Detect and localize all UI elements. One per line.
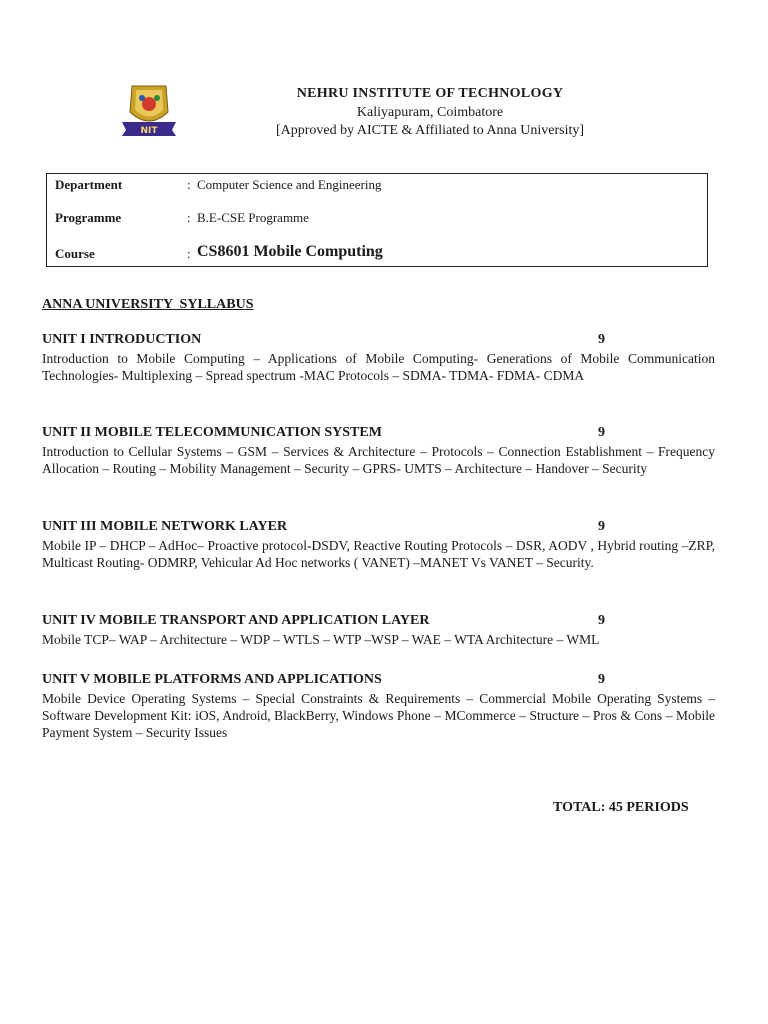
unit-content: Mobile TCP– WAP – Architecture – WDP – WTLS – WTP –WSP – WAE – WTA Architecture – WML bbox=[42, 632, 600, 647]
unit-section bbox=[42, 332, 715, 384]
unit-title: UNIT I INTRODUCTION bbox=[42, 332, 202, 347]
unit-hours: 9 bbox=[598, 613, 605, 628]
institution-header bbox=[230, 86, 630, 141]
course-value: CS8601 Mobile Computing bbox=[197, 243, 383, 260]
svg-text:NIT: NIT bbox=[140, 126, 158, 136]
institution-location: Kaliyapuram, Coimbatore bbox=[356, 105, 504, 120]
logo-emblem-icon bbox=[118, 82, 180, 142]
unit-heading bbox=[42, 425, 715, 443]
course-info-box bbox=[46, 173, 708, 267]
unit-section bbox=[42, 613, 715, 648]
unit-hours: 9 bbox=[598, 332, 605, 347]
unit-heading bbox=[42, 519, 715, 537]
syllabus-title: ANNA UNIVERSITY SYLLABUS bbox=[42, 297, 254, 312]
unit-content: Introduction to Mobile Computing – Applications of Mobile Computing- Generations of Mobile Communication Technologies- Multiplexing – Spread spectrum -MAC Protocols – SDMA- TDMA- FDMA- CDMA bbox=[42, 351, 715, 383]
institution-logo bbox=[118, 82, 180, 142]
unit-heading bbox=[42, 613, 715, 631]
unit-content: Mobile Device Operating Systems – Special Constraints & Requirements – Commercial Mobile Operating Systems – Software Development Kit: iOS, Android, BlackBerry, Windows Phone – MCommerce – Structure – Pros & Cons – Mobile Payment System – Security Issues bbox=[42, 691, 715, 740]
unit-hours: 9 bbox=[598, 425, 605, 440]
programme-label: Programme bbox=[55, 210, 122, 225]
unit-title: UNIT IV MOBILE TRANSPORT AND APPLICATION LAYER bbox=[42, 613, 430, 628]
institution-name: NEHRU INSTITUTE OF TECHNOLOGY bbox=[296, 86, 564, 101]
unit-hours: 9 bbox=[598, 672, 605, 687]
department-value: Computer Science and Engineering bbox=[197, 177, 382, 192]
unit-section bbox=[42, 519, 715, 571]
programme-value: B.E-CSE Programme bbox=[197, 210, 309, 225]
unit-section bbox=[42, 425, 715, 477]
course-label: Course bbox=[55, 246, 95, 261]
unit-content: Mobile IP – DHCP – AdHoc– Proactive protocol-DSDV, Reactive Routing Protocols – DSR, AODV , Hybrid routing –ZRP, Multicast Routing- ODMRP, Vehicular Ad Hoc networks ( VANET) –MANET Vs VANET – Security. bbox=[42, 538, 715, 570]
course-colon: : bbox=[187, 246, 191, 261]
unit-heading bbox=[42, 332, 715, 350]
department-label: Department bbox=[55, 177, 123, 192]
unit-title: UNIT V MOBILE PLATFORMS AND APPLICATIONS bbox=[42, 672, 382, 687]
department-colon: : bbox=[187, 177, 191, 192]
unit-hours: 9 bbox=[598, 519, 605, 534]
unit-section bbox=[42, 672, 715, 741]
institution-affiliation: [Approved by AICTE & Affiliated to Anna University] bbox=[275, 123, 585, 138]
unit-title: UNIT II MOBILE TELECOMMUNICATION SYSTEM bbox=[42, 425, 382, 440]
total-periods: TOTAL: 45 PERIODS bbox=[553, 800, 689, 815]
unit-heading bbox=[42, 672, 715, 690]
programme-colon: : bbox=[187, 210, 191, 225]
unit-content: Introduction to Cellular Systems – GSM – Services & Architecture – Protocols – Connection Establishment – Frequency Allocation – Routing – Mobility Management – Security – GPRS- UMTS – Architecture – Handover – Security bbox=[42, 444, 715, 476]
unit-title: UNIT III MOBILE NETWORK LAYER bbox=[42, 519, 288, 534]
